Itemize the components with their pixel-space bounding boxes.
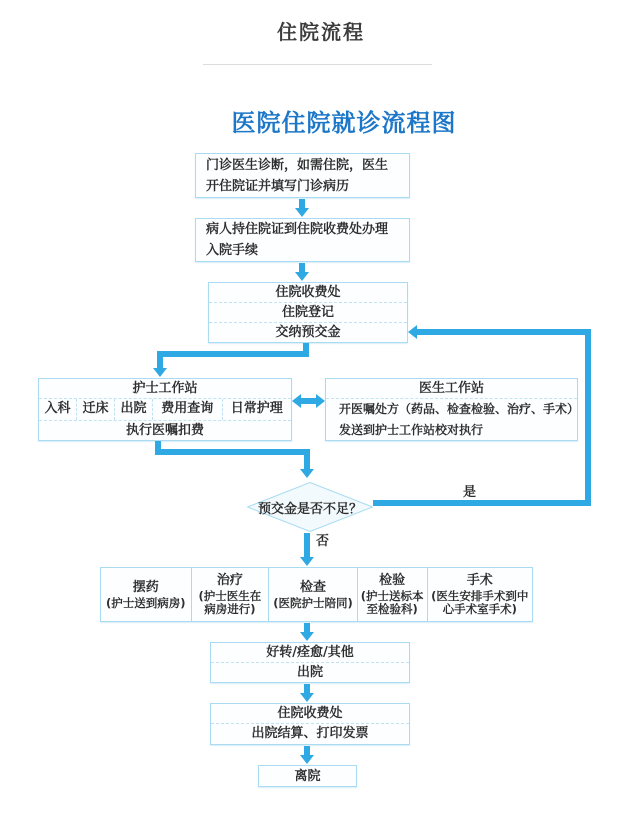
connector-segment (304, 449, 310, 469)
cashier-row: 出院结算、打印发票 (251, 726, 369, 741)
cashier-row: 住院收费处 (209, 283, 407, 303)
arrow-head (300, 755, 314, 764)
node-admission-procedure (195, 218, 410, 262)
nurse-workstation-functions (39, 399, 291, 421)
connector-segment (585, 329, 591, 506)
connector-segment (373, 500, 591, 506)
arrow-down-icon (300, 623, 314, 641)
arrow-head (300, 557, 314, 566)
connector-segment (157, 351, 309, 357)
nurse-workstation-footer: 执行医嘱扣费 (125, 423, 204, 438)
nurse-function: 日常护理 (222, 399, 292, 420)
header-divider (203, 64, 432, 65)
arrow-head (153, 368, 167, 377)
arrow-head (408, 325, 417, 339)
node-leave-hospital: 离院 (258, 765, 357, 787)
service-title: 检查 (300, 579, 327, 595)
nurse-function: 迁床 (76, 399, 114, 420)
arrow-head-right (316, 394, 325, 408)
nurse-function: 出院 (114, 399, 152, 420)
node-discharge-cashier (210, 703, 410, 745)
arrow-head (300, 632, 314, 641)
node-doctor-workstation (325, 378, 578, 441)
cashier-row: 住院登记 (209, 303, 407, 323)
connector-segment (417, 329, 591, 335)
node-outpatient-diagnosis (195, 153, 410, 198)
arrow-down-icon (300, 533, 314, 566)
decision-no-label: 否 (316, 534, 330, 549)
service-cell-treatment (191, 568, 269, 621)
service-desc: (护士送标本至检验科) (360, 589, 424, 616)
service-cell-lab-test (357, 568, 427, 621)
doctor-workstation-line: 开医嘱处方（药品、检查检验、治疗、手术） (339, 402, 580, 416)
nurse-function: 入科 (44, 401, 71, 416)
node-admission-procedure-text: 病人持住院证到住院收费处办理入院手续 (206, 222, 389, 258)
node-inpatient-cashier (208, 282, 408, 343)
node-nurse-workstation (38, 378, 292, 441)
connector-segment (155, 449, 310, 455)
arrow-down-icon (295, 199, 309, 217)
arrow-head (300, 693, 314, 702)
service-cell-surgery (427, 568, 533, 621)
cashier-row: 交纳预交金 (275, 325, 341, 340)
service-desc: (护士医生在病房进行) (198, 589, 262, 616)
doctor-workstation-title: 医生工作站 (326, 379, 577, 399)
arrow-head (295, 208, 309, 217)
service-title: 手术 (466, 573, 493, 588)
arrow-down-icon (300, 746, 314, 764)
arrow-shaft (304, 533, 310, 558)
service-title: 检验 (379, 573, 406, 588)
arrow-head (295, 272, 309, 281)
double-arrow-icon (292, 394, 325, 408)
cashier-row: 住院收费处 (211, 704, 409, 724)
nurse-function: 费用查询 (152, 399, 222, 420)
arrow-down-icon (300, 684, 314, 702)
node-outcome-discharge (210, 642, 410, 683)
service-cell-examination (268, 568, 357, 621)
arrow-head (300, 469, 314, 478)
outcome-row: 好转/痊愈/其他 (211, 643, 409, 663)
node-services (100, 567, 533, 622)
connector-segment (157, 351, 163, 368)
service-desc: (医生安排手术到中心手术室手术) (431, 589, 529, 616)
outcome-row: 出院 (296, 665, 323, 680)
doctor-workstation-line: 发送到护士工作站校对执行 (339, 423, 484, 437)
service-cell-dispensing (101, 568, 191, 621)
arrow-down-icon (295, 263, 309, 281)
service-title: 摆药 (132, 579, 159, 595)
service-desc: (医院护士陪同) (273, 595, 353, 610)
service-title: 治疗 (216, 573, 243, 588)
page-title: 住院流程 (277, 20, 365, 44)
node-outpatient-diagnosis-text: 门诊医生诊断，如需住院，医生开住院证并填写门诊病历 (206, 157, 389, 194)
decision-yes-label: 是 (463, 485, 477, 500)
nurse-workstation-title: 护士工作站 (39, 379, 291, 399)
decision-question: 预交金是否不足？ (257, 501, 362, 517)
service-desc: (护士送到病房) (106, 595, 186, 610)
node-decision-deposit-insufficient (247, 482, 373, 532)
flowchart-title: 医院住院就诊流程图 (231, 109, 457, 137)
